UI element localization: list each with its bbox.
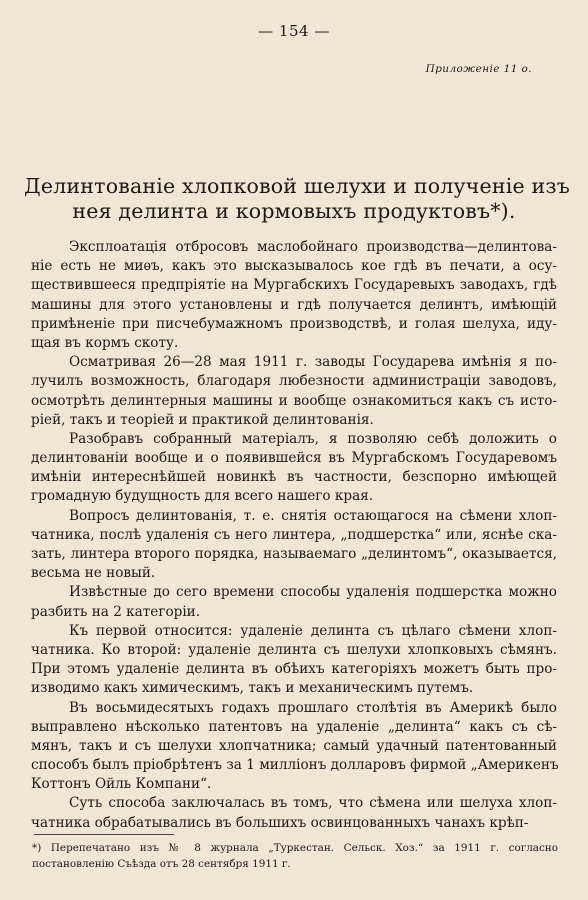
paragraph-line: осмотрѣть делинтерныя машины и вообще ознакомиться какъ съ исто- bbox=[31, 392, 557, 409]
paragraph-line: зать, линтера второго порядка, называемаго „делинтомъ“, оказывается, bbox=[31, 546, 557, 562]
page-number: — 154 — bbox=[258, 22, 330, 40]
paragraph-line: разбить на 2 категорiи. bbox=[31, 603, 201, 620]
footnote-divider bbox=[34, 834, 174, 835]
footnote-line: *) Перепечатано изъ № 8 журнала „Туркестан. Сельск. Хоз.“ за 1911 г. согласно bbox=[32, 842, 558, 854]
paragraph-line: рiей, такъ и теорiей и практикой делинтованiя. bbox=[31, 411, 374, 428]
paragraph-line: Осматривая 26—28 мая 1911 г. заводы Государева имѣнiя я по- bbox=[69, 354, 557, 371]
paragraph-line: лучилъ возможность, благодаря любезности администрацiи заводовъ, bbox=[31, 373, 557, 390]
paragraph-line: Къ первой относится: удаленiе делинта съ цѣлаго сѣмени хлоп- bbox=[69, 622, 557, 639]
paragraph-line: весьма не новый. bbox=[31, 565, 156, 582]
paragraph bbox=[31, 507, 557, 584]
paragraph bbox=[31, 699, 557, 795]
paragraph-line: Въ восьмидесятыхъ годахъ прошлаго столѣтiя въ Америкѣ было bbox=[69, 699, 557, 716]
paragraph-line: Эксплоатацiя отбросовъ маслобойнаго производства—делинтова- bbox=[69, 239, 557, 255]
appendix-label: Приложенiе 11 о. bbox=[425, 63, 532, 75]
paragraph bbox=[31, 583, 557, 621]
footnote bbox=[32, 841, 558, 872]
paragraph-line: изводимо какъ химическимъ, такъ и механическимъ путемъ. bbox=[31, 680, 474, 697]
paragraph-line: машины для этого установлены и гдѣ получается делинтъ, имѣющiй bbox=[31, 296, 557, 313]
paragraph-line: мянъ, такъ и съ шелухи хлопчатника; самый удачный патентованный bbox=[31, 737, 557, 754]
paragraph-line: делинтованiи вообще и о появившейся въ Мургабскомъ Государевомъ bbox=[31, 450, 557, 467]
article-title bbox=[24, 174, 570, 224]
paragraph-line: Извѣстные до сего времени способы удаленiя подшерстка можно bbox=[69, 584, 557, 601]
paragraph bbox=[31, 238, 557, 353]
paragraph-line: ществившееся предпрiятiе на Мургабскихъ Государевыхъ заводахъ, гдѣ bbox=[31, 277, 557, 294]
title-line: Делинтованiе хлопковой шелухи и полученiе изъ bbox=[24, 174, 570, 198]
paragraph-line: нiе есть не миѳъ, какъ это высказывалось кое гдѣ въ печати, а осу- bbox=[31, 258, 557, 275]
paragraph bbox=[31, 622, 557, 699]
paragraph-line: чатника, послѣ удаленiя съ него линтера, „подшерстка“ или, яснѣе ска- bbox=[31, 526, 557, 543]
article-body bbox=[31, 238, 557, 833]
paragraph-line: имѣнiи интереснѣйшей новинкѣ въ частности, безспорно имѣющей bbox=[31, 469, 557, 486]
paragraph-line: щая въ кормъ скоту. bbox=[31, 334, 179, 351]
paragraph-line: При этомъ удаленiе делинта въ обѣихъ категорiяхъ можетъ быть про- bbox=[31, 661, 557, 678]
paragraph bbox=[31, 794, 557, 832]
paragraph-line: способъ былъ прiобрѣтенъ за 1 миллiонъ долларовъ фирмой „Америкенъ bbox=[31, 757, 559, 774]
paragraph-line: Разобравъ собранный матерiалъ, я позволяю себѣ доложить о bbox=[69, 430, 557, 447]
paragraph-line: примѣненiе при писчебумажномъ производствѣ, и голая шелуха, иду- bbox=[31, 315, 557, 332]
paragraph-line: Вопросъ делинтованiя, т. е. снятiя остающагося на сѣмени хлоп- bbox=[69, 507, 557, 524]
paragraph-line: Суть способа заключалась въ томъ, что сѣмена или шелуха хлоп- bbox=[69, 795, 557, 812]
paragraph-line: выправлено нѣсколько патентовъ на удаленiе „делинта“ какъ съ сѣ- bbox=[31, 718, 557, 735]
paragraph-line: чатника. Ко второй: удаленiе делинта съ шелухи хлопковыхъ сѣмянъ. bbox=[31, 641, 557, 658]
paragraph bbox=[31, 430, 557, 507]
title-line: нея делинта и кормовыхъ продуктовъ*). bbox=[72, 199, 516, 223]
paragraph-line: Коттонъ Ойль Компани“. bbox=[31, 776, 212, 793]
paragraph-line: чатника обрабатывались въ большихъ освинцованныхъ чанахъ крѣп- bbox=[31, 814, 529, 831]
footnote-line: постановленiю Съѣзда отъ 28 сентября 1911 г. bbox=[32, 857, 291, 870]
paragraph-line: громадную будущность для всего нашего края. bbox=[31, 488, 374, 505]
paragraph bbox=[31, 353, 557, 430]
